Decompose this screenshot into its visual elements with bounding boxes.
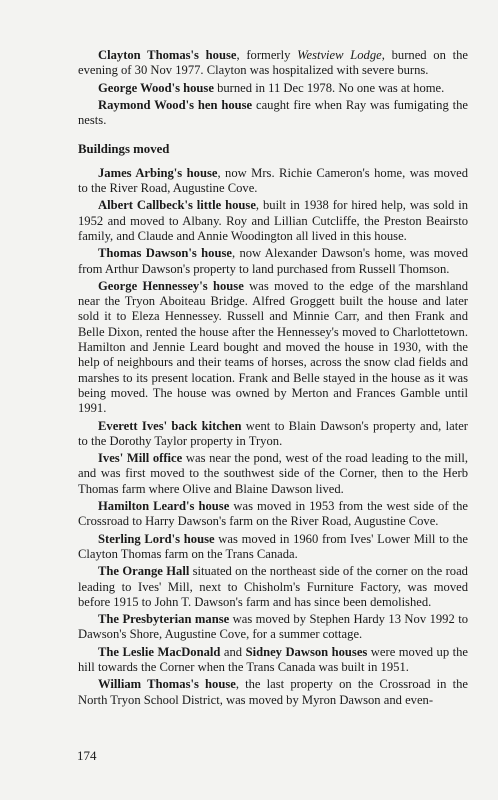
former-name: Westview Lodge <box>297 48 382 62</box>
building-name: Sterling Lord's house <box>98 531 215 546</box>
paragraph-text: , built in 1938 for hired help, was sold in 1952 and moved to Albany. Roy and Lillian Cutcliffe, the Preston Beairsto family, and Claude and Annie Woodington all lived in this house. <box>78 198 468 243</box>
paragraph-george-wood <box>78 81 468 96</box>
page-number: 174 <box>77 748 97 763</box>
paragraph-orange-hall <box>78 564 468 610</box>
paragraph-presbyterian-manse <box>78 612 468 643</box>
building-name: William Thomas's house <box>98 677 236 692</box>
paragraph-text: and <box>220 644 246 659</box>
building-name: Raymond Wood's hen house <box>98 97 253 112</box>
paragraph-text: were moved up the hill towards the Corner when the Trans Canada was built in 1951. <box>78 644 468 674</box>
paragraph-clayton-thomas <box>78 48 468 79</box>
paragraph-raymond-wood <box>78 98 468 129</box>
building-name: Clayton Thomas's house <box>98 48 237 62</box>
paragraph-albert-callbeck <box>78 198 468 244</box>
paragraph-thomas-dawson <box>78 246 468 277</box>
paragraph-text: burned in 11 Dec 1978. No one was at home. <box>213 80 445 95</box>
paragraph-text: went to Blain Dawson's property and, later to the Dorothy Taylor property in Tryon. <box>78 418 468 448</box>
paragraph-text: , formerly <box>236 48 298 62</box>
building-name: George Hennessey's house <box>98 278 244 293</box>
paragraph-ives-mill-office <box>78 451 468 497</box>
building-name: Sidney Dawson houses <box>245 644 368 659</box>
paragraph-william-thomas <box>78 677 468 708</box>
building-name: Ives' Mill office <box>98 451 183 466</box>
paragraph-text: was moved in 1960 from Ives' Lower Mill to the Clayton Thomas farm on the Trans Canada. <box>78 531 468 561</box>
paragraph-macdonald-dawson-houses <box>78 645 468 676</box>
paragraph-text: was moved in 1953 from the west side of the Crossroad to Harry Dawson's farm on the River Road, Augustine Cove. <box>78 499 468 529</box>
building-name: James Arbing's house <box>98 165 218 180</box>
paragraph-hamilton-leard <box>78 499 468 530</box>
building-name: The Leslie MacDonald <box>98 644 221 659</box>
paragraph-text: was moved by Stephen Hardy 13 Nov 1992 to Dawson's Shore, Augustine Cove, for a summer cottage. <box>78 612 469 642</box>
building-name: The Orange Hall <box>98 564 190 579</box>
paragraph-sterling-lord <box>78 532 468 563</box>
paragraph-text: , now Mrs. Richie Cameron's home, was moved to the River Road, Augustine Cove. <box>78 165 468 196</box>
building-name: Hamilton Leard's house <box>98 499 230 514</box>
building-name: Albert Callbeck's little house <box>98 198 256 213</box>
section-heading: Buildings moved <box>78 142 170 157</box>
page-content <box>78 48 468 710</box>
paragraph-text: , burned on the evening of 30 Nov 1977. Clayton was hospitalized with severe burns. <box>78 48 468 78</box>
paragraph-george-hennessey <box>78 279 468 417</box>
paragraph-text: situated on the northeast side of the corner on the road leading to Ives' Mill, next to Chisholm's Furniture Factory, was moved before 1915 to John T. Dawson's farm and has since been demolished. <box>78 564 468 609</box>
building-name: The Presbyterian manse <box>98 612 230 627</box>
paragraph-text: was moved to the edge of the marshland near the Tryon Aboiteau Bridge. Alfred Groggett built the house and later sold it to Eleza Hennessey. Russell and Minnie Carr, and then Frank and Belle Dixon, rented the house after the Hennessey's moved to Charlottetown. Hamilton and Jennie Leard bought and moved the house in 1930, with the help of neighbours and their teams of horses, across the snow clad fields and marshes to its present location. Frank and Belle stayed in the house as it was being moved. The house was owned by Merton and Frances Gamble until 1991. <box>78 278 468 416</box>
paragraph-text: was near the pond, west of the road leading to the mill, and was first moved to the southwest side of the Corner, then to the Herb Thomas farm where Olive and Blaine Dawson lived. <box>78 451 468 496</box>
building-name: George Wood's house <box>98 80 214 95</box>
building-name: Everett Ives' back kitchen <box>98 418 242 433</box>
paragraph-everett-ives <box>78 419 468 450</box>
paragraph-text: , now Alexander Dawson's home, was moved from Arthur Dawson's property to land purchased from Russell Thomson. <box>78 246 468 276</box>
paragraph-text: caught fire when Ray was fumigating the nests. <box>78 97 468 128</box>
building-name: Thomas Dawson's house <box>98 246 232 261</box>
paragraph-text: , the last property on the Crossroad in the North Tryon School District, was moved by Myron Dawson and even- <box>78 677 468 707</box>
paragraph-james-arbing <box>78 166 468 197</box>
